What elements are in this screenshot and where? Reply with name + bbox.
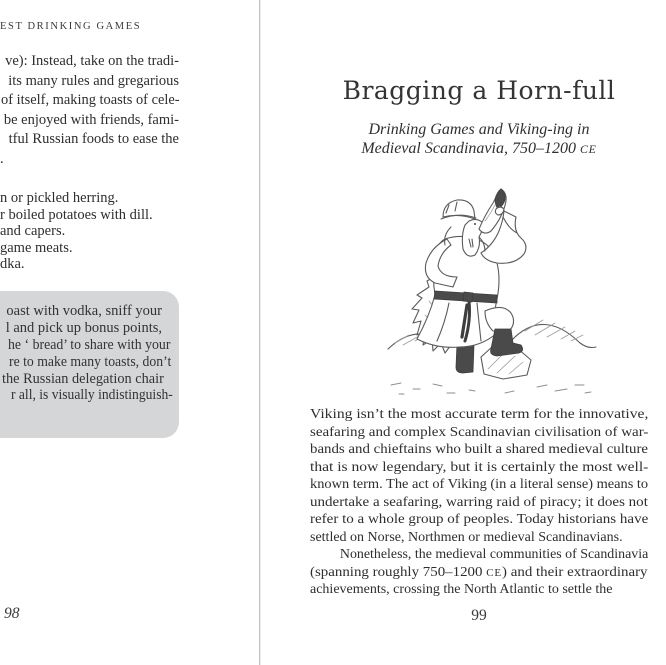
running-header: EST DRINKING GAMES bbox=[0, 21, 142, 32]
paragraph-line: . bbox=[0, 150, 4, 167]
callout-line: l and pick up bonus points, bbox=[5, 319, 162, 336]
right-page bbox=[260, 0, 666, 665]
list-item-line: dka. bbox=[0, 256, 25, 273]
subtitle-line: Medieval Scandinavia, 750–1200 CE bbox=[361, 139, 597, 157]
paragraph-line: tful Russian foods to ease the bbox=[8, 131, 179, 148]
paragraph-line: of itself, making toasts of cele- bbox=[0, 92, 180, 109]
body-text-line: refer to a whole group of peoples. Today historians have bbox=[310, 512, 649, 527]
left-paragraph-fragments bbox=[0, 52, 179, 170]
callout-line: r all, is visually indistinguish- bbox=[10, 387, 173, 404]
paragraph-line: its many rules and gregarious bbox=[8, 72, 179, 89]
callout-line: re to make many toasts, don’t bbox=[9, 353, 172, 370]
body-text-line: that is now legendary, but it is certainly the most well- bbox=[310, 459, 649, 475]
chapter-subtitle bbox=[310, 121, 648, 158]
paragraph-line: be enjoyed with friends, fami- bbox=[3, 111, 179, 128]
body-text-line: bands and chieftains who built a shared medieval culture bbox=[310, 442, 649, 457]
body-text-line: settled on Norse, Northmen or medieval Scandinavians. bbox=[310, 529, 623, 545]
list-item-line: and capers. bbox=[0, 223, 66, 240]
body-text-line: seafaring and complex Scandinavian civilisation of war- bbox=[310, 424, 649, 440]
left-page bbox=[0, 0, 259, 665]
page-number-right: 99 bbox=[471, 607, 487, 624]
body-text-line: achievements, crossing the North Atlantic to settle the bbox=[310, 582, 613, 597]
callout-line: he ‘ bread’ to share with your bbox=[8, 336, 171, 353]
callout-line: oast with vodka, sniff your bbox=[6, 303, 162, 319]
body-text-line: (spanning roughly 750–1200 CE) and their extraordinary bbox=[310, 564, 648, 580]
body-text-line: undertake a seafaring, warring raid of piracy; it does not bbox=[310, 494, 648, 510]
paragraph-line: ve): Instead, take on the tradi- bbox=[5, 53, 179, 69]
list-item-line: game meats. bbox=[0, 239, 73, 256]
list-item-line: n or pickled herring. bbox=[0, 190, 119, 206]
body-text-line: known term. The act of Viking (in a literal sense) means to bbox=[310, 477, 649, 492]
callout-line: the Russian delegation chair bbox=[1, 370, 164, 387]
callout-text bbox=[0, 303, 173, 404]
body-text-line: Viking isn’t the most accurate term for the innovative, bbox=[310, 407, 649, 422]
subtitle-line: Drinking Games and Viking-ing in bbox=[368, 121, 590, 138]
callout-box bbox=[0, 291, 179, 438]
list-item-line: r boiled potatoes with dill. bbox=[0, 206, 153, 223]
body-text bbox=[310, 406, 648, 599]
viking-drinking-horn-illustration bbox=[385, 181, 600, 407]
page-number-left: 98 bbox=[4, 605, 20, 622]
chapter-title: Bragging a Horn-full bbox=[342, 76, 616, 105]
body-text-line: Nonetheless, the medieval communities of Scandinavia bbox=[339, 547, 649, 562]
left-list-fragments bbox=[0, 190, 210, 273]
